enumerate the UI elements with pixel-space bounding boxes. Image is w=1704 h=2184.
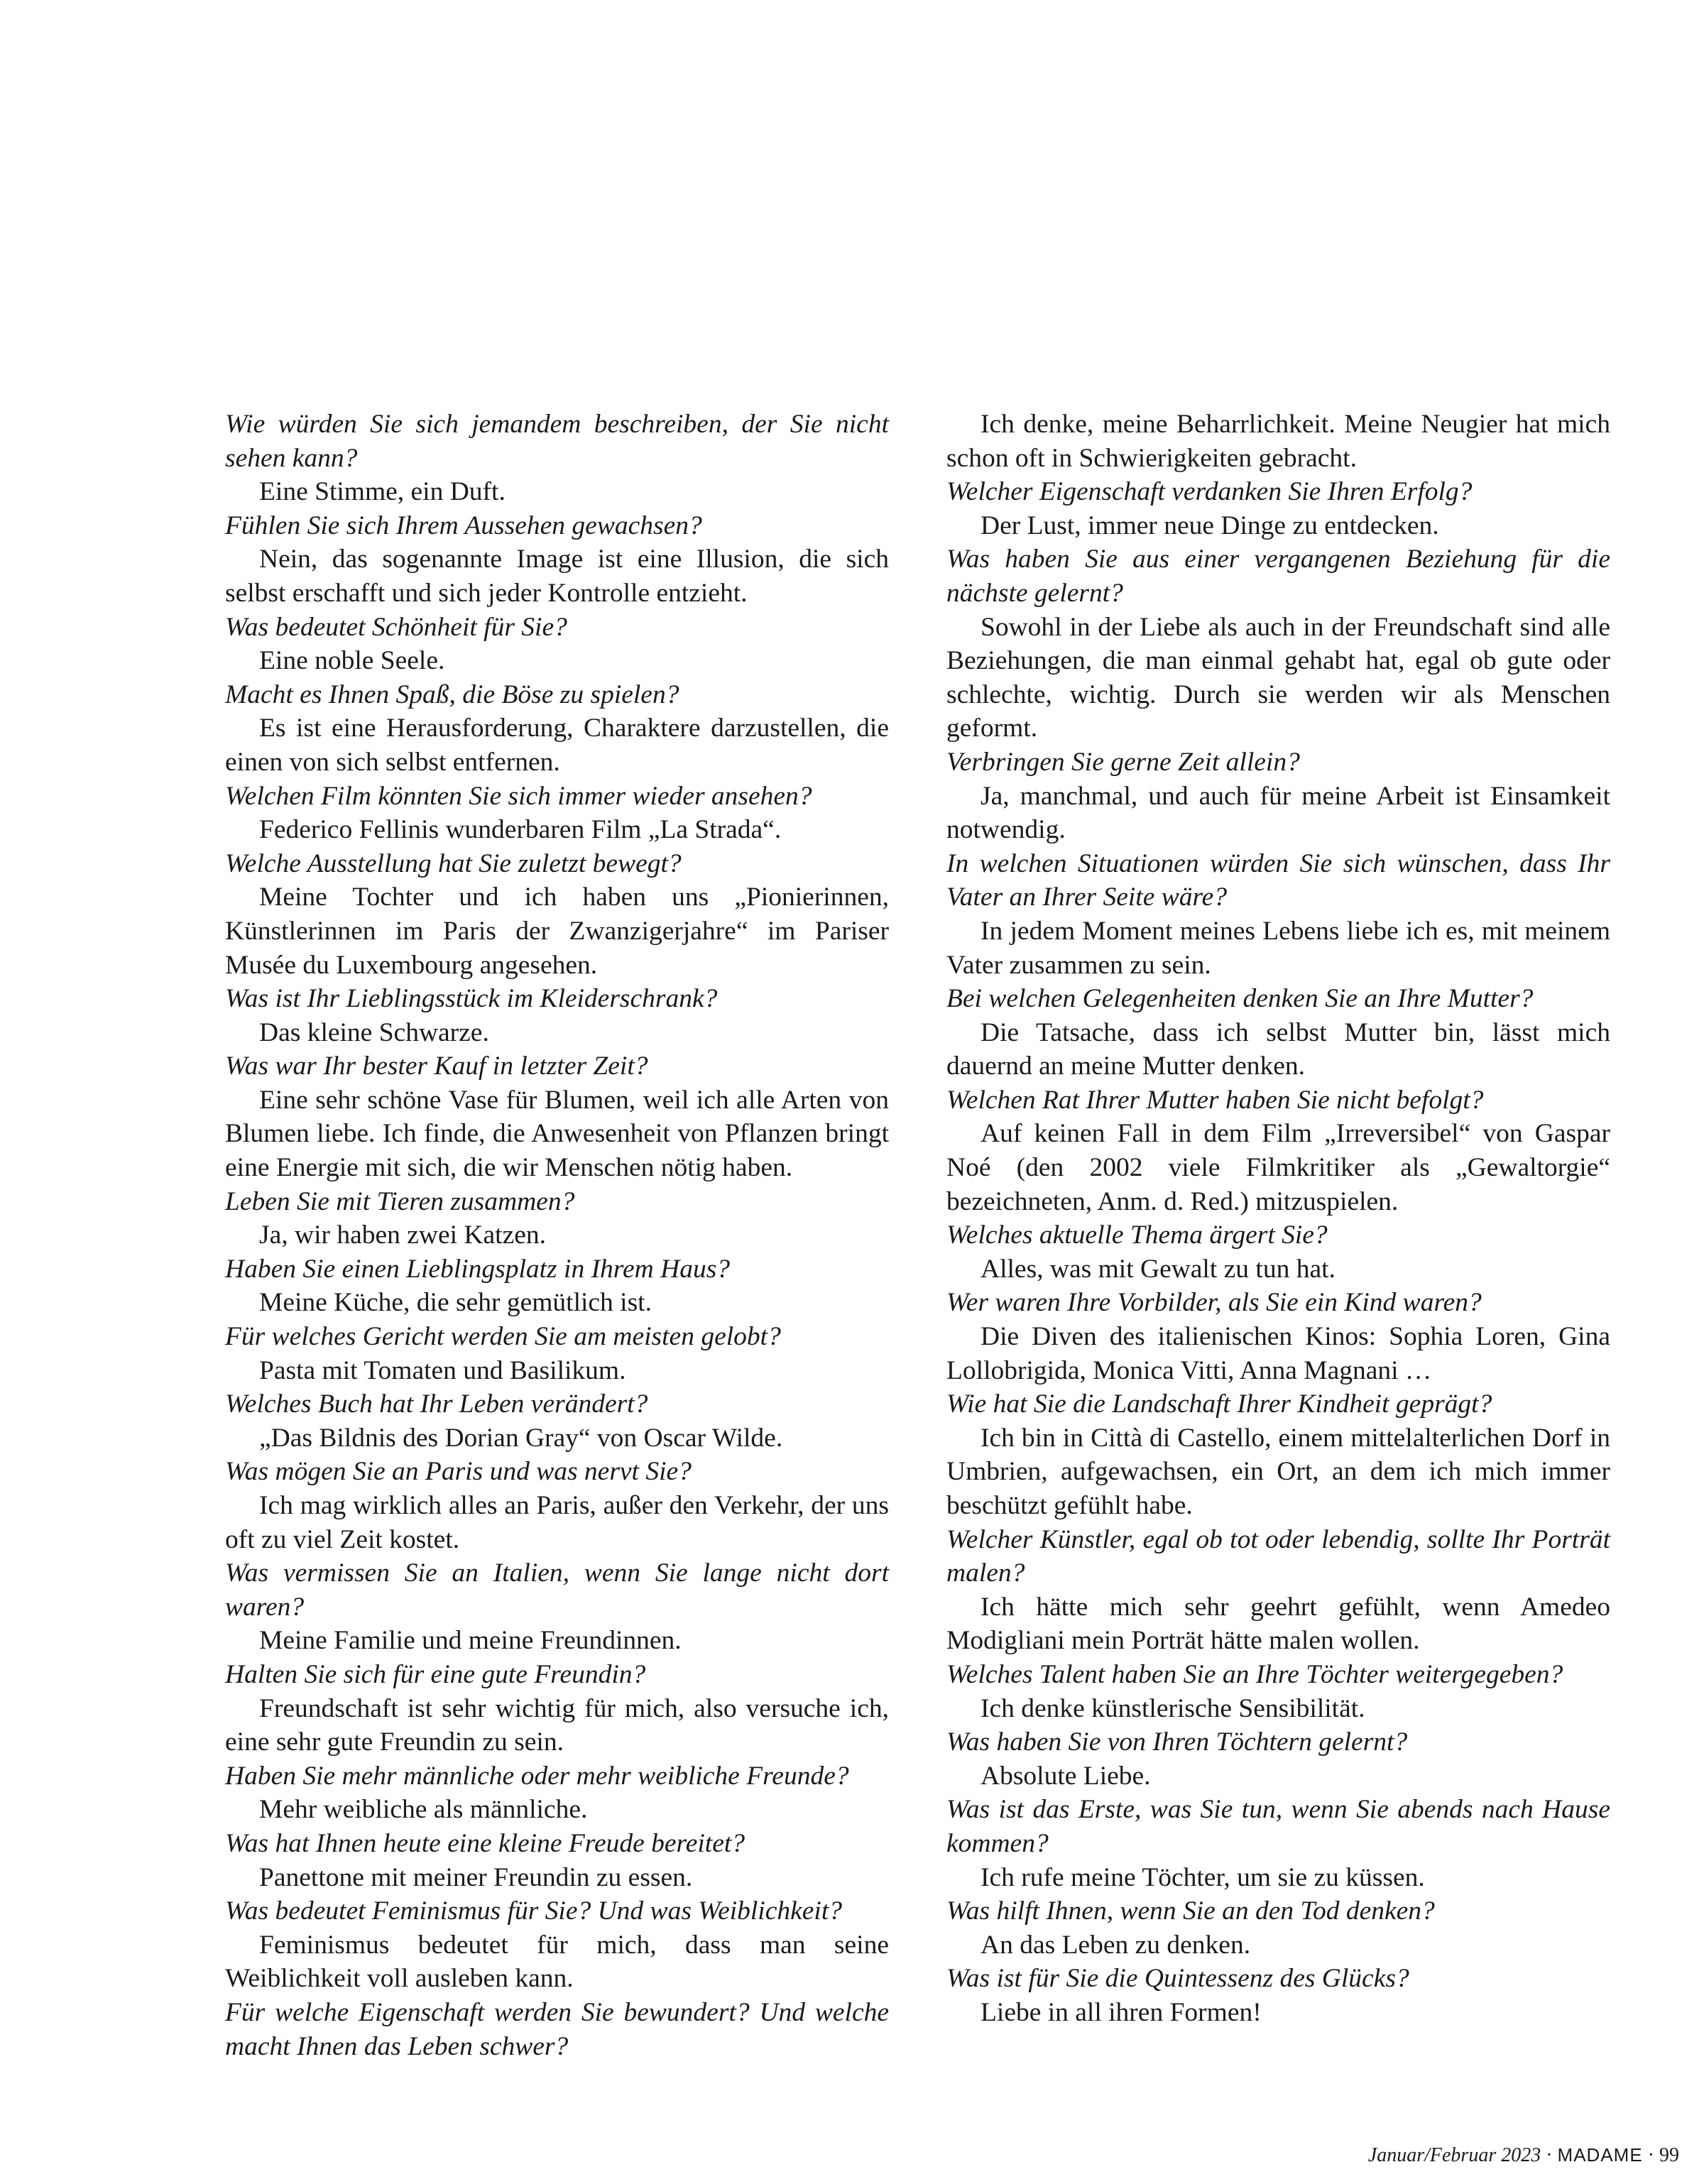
interview-question: Haben Sie mehr männliche oder mehr weibliche Freunde? [225, 1761, 849, 1791]
footer-separator: · [1541, 2144, 1558, 2166]
interview-question: Welchen Rat Ihrer Mutter haben Sie nicht befolgt? [946, 1085, 1484, 1115]
interview-answer: Ich bin in Città di Castello, einem mittelalterlichen Dorf in Umbrien, aufgewachsen, ein Ort, an dem ich mich immer beschützt gefühlt habe. [946, 1423, 1610, 1520]
interview-answer: Die Tatsache, dass ich selbst Mutter bin, lässt mich dauernd an meine Mutter denken. [946, 1017, 1610, 1081]
interview-answer: Freundschaft ist sehr wichtig für mich, also versuche ich, eine sehr gute Freundin zu sein. [225, 1693, 889, 1757]
interview-answer: In jedem Moment meines Lebens liebe ich es, mit meinem Vater zusammen zu sein. [946, 916, 1610, 980]
left-column [225, 408, 889, 2063]
interview-question: Was war Ihr bester Kauf in letzter Zeit? [225, 1052, 648, 1081]
interview-answer: Feminismus bedeutet für mich, dass man seine Weiblichkeit voll ausleben kann. [225, 1930, 889, 1994]
interview-question: Wie würden Sie sich jemandem beschreiben, der Sie nicht sehen kann? [225, 410, 889, 473]
interview-question: Bei welchen Gelegenheiten denken Sie an Ihre Mutter? [946, 984, 1534, 1014]
interview-question: Was haben Sie von Ihren Töchtern gelernt? [946, 1727, 1408, 1757]
interview-answer: Ich mag wirklich alles an Paris, außer den Verkehr, der uns oft zu viel Zeit kostet. [225, 1491, 889, 1554]
interview-answer: Eine noble Seele. [259, 646, 445, 676]
interview-question: Leben Sie mit Tieren zusammen? [225, 1186, 575, 1216]
interview-answer: Meine Familie und meine Freundinnen. [259, 1626, 682, 1656]
page-footer [1368, 2143, 1679, 2168]
interview-answer: Eine sehr schöne Vase für Blumen, weil ich alle Arten von Blumen liebe. Ich finde, die Anwesenheit von Pflanzen bringt eine Energie mit sich, die wir Menschen nötig haben. [225, 1085, 889, 1183]
interview-question: Wer waren Ihre Vorbilder, als Sie ein Kind waren? [946, 1288, 1482, 1318]
interview-question: Was bedeutet Schönheit für Sie? [225, 612, 567, 642]
interview-question: Wie hat Sie die Landschaft Ihrer Kindheit geprägt? [946, 1389, 1492, 1419]
interview-answer: Der Lust, immer neue Dinge zu entdecken. [981, 510, 1439, 540]
interview-question: Macht es Ihnen Spaß, die Böse zu spielen? [225, 679, 679, 709]
interview-question: Haben Sie einen Lieblingsplatz in Ihrem Haus? [225, 1254, 731, 1284]
interview-question: Welches aktuelle Thema ärgert Sie? [946, 1221, 1328, 1250]
interview-question: Was mögen Sie an Paris und was nervt Sie? [225, 1457, 692, 1487]
interview-answer: Sowohl in der Liebe als auch in der Freundschaft sind alle Beziehungen, die man einmal gehabt hat, egal ob gute oder schlechte, wichtig. Durch sie werden wir als Menschen geformt. [946, 612, 1610, 743]
interview-answer: Panettone mit meiner Freundin zu essen. [259, 1862, 693, 1892]
interview-answer: Ich hätte mich sehr geehrt gefühlt, wenn Amedeo Modigliani mein Porträt hätte malen wollen. [946, 1592, 1610, 1656]
footer-issue: Januar/Februar 2023 [1367, 2144, 1541, 2166]
interview-answer: Absolute Liebe. [981, 1761, 1151, 1791]
interview-answer: Ja, wir haben zwei Katzen. [259, 1221, 546, 1250]
interview-answer: An das Leben zu denken. [981, 1930, 1251, 1960]
interview-answer: Das kleine Schwarze. [259, 1017, 489, 1047]
interview-question: Welches Talent haben Sie an Ihre Töchter weitergegeben? [946, 1659, 1563, 1689]
interview-answer: Alles, was mit Gewalt zu tun hat. [981, 1254, 1336, 1284]
interview-question: Verbringen Sie gerne Zeit allein? [946, 747, 1300, 777]
interview-question: In welchen Situationen würden Sie sich wünschen, dass Ihr Vater an Ihrer Seite wäre? [946, 848, 1610, 912]
interview-question: Halten Sie sich für eine gute Freundin? [225, 1659, 646, 1689]
interview-question: Was ist das Erste, was Sie tun, wenn Sie abends nach Hause kommen? [946, 1795, 1610, 1858]
interview-question: Fühlen Sie sich Ihrem Aussehen gewachsen? [225, 510, 702, 540]
interview-answer: Liebe in all ihren Formen! [981, 1997, 1262, 2027]
interview-question: Für welche Eigenschaft werden Sie bewundert? Und welche macht Ihnen das Leben schwer? [225, 1997, 889, 2061]
interview-question: Was ist für Sie die Quintessenz des Glücks? [946, 1964, 1409, 1994]
interview-question: Welcher Künstler, egal ob tot oder lebendig, sollte Ihr Porträt malen? [946, 1524, 1610, 1588]
interview-answer: Eine Stimme, ein Duft. [259, 477, 506, 507]
interview-answer: Es ist eine Herausforderung, Charaktere darzustellen, die einen von sich selbst entfernen. [225, 714, 889, 777]
interview-question: Welchen Film könnten Sie sich immer wieder ansehen? [225, 781, 812, 811]
interview-question: Welche Ausstellung hat Sie zuletzt bewegt? [225, 848, 682, 878]
interview-answer: Nein, das sogenannte Image ist eine Illusion, die sich selbst erschafft und sich jeder Kontrolle entzieht. [225, 545, 889, 608]
interview-question: Was bedeutet Feminismus für Sie? Und was Weiblichkeit? [225, 1896, 843, 1926]
interview-question: Für welches Gericht werden Sie am meisten gelobt? [225, 1322, 781, 1352]
interview-answer: Die Diven des italienischen Kinos: Sophia Loren, Gina Lollobrigida, Monica Vitti, Anna Magnani … [946, 1322, 1610, 1385]
footer-separator: · [1642, 2144, 1659, 2166]
interview-answer: Pasta mit Tomaten und Basilikum. [259, 1355, 626, 1385]
interview-answer: „Das Bildnis des Dorian Gray“ von Oscar Wilde. [259, 1423, 783, 1453]
interview-question: Welcher Eigenschaft verdanken Sie Ihren Erfolg? [946, 477, 1473, 507]
interview-answer: Auf keinen Fall in dem Film „Irreversibel“ von Gaspar Noé (den 2002 viele Filmkritiker als „Gewaltorgie“ bezeichneten, Anm. d. Red.) mitzuspielen. [946, 1119, 1610, 1216]
right-column [946, 408, 1610, 2030]
page-number: 99 [1659, 2144, 1679, 2166]
interview-answer: Federico Fellinis wunderbaren Film „La Strada“. [259, 815, 782, 845]
interview-question: Was vermissen Sie an Italien, wenn Sie lange nicht dort waren? [225, 1558, 889, 1622]
interview-answer: Mehr weibliche als männliche. [259, 1795, 588, 1825]
interview-answer: Ja, manchmal, und auch für meine Arbeit ist Einsamkeit notwendig. [946, 781, 1610, 845]
interview-question: Welches Buch hat Ihr Leben verändert? [225, 1389, 648, 1419]
footer-magazine: MADAME [1557, 2144, 1643, 2166]
interview-answer: Meine Tochter und ich haben uns „Pionierinnen, Künstlerinnen im Paris der Zwanzigerjahre“ im Pariser Musée du Luxembourg angesehen. [225, 883, 889, 980]
interview-question: Was haben Sie aus einer vergangenen Beziehung für die nächste gelernt? [946, 545, 1610, 608]
interview-question: Was ist Ihr Lieblingsstück im Kleiderschrank? [225, 984, 718, 1014]
interview-answer: Ich rufe meine Töchter, um sie zu küssen. [981, 1862, 1425, 1892]
interview-answer: Ich denke künstlerische Sensibilität. [981, 1693, 1365, 1723]
interview-answer: Meine Küche, die sehr gemütlich ist. [259, 1288, 652, 1318]
interview-question: Was hilft Ihnen, wenn Sie an den Tod denken? [946, 1896, 1435, 1926]
interview-answer: Ich denke, meine Beharrlichkeit. Meine Neugier hat mich schon oft in Schwierigkeiten gebracht. [946, 410, 1610, 473]
interview-question: Was hat Ihnen heute eine kleine Freude bereitet? [225, 1828, 746, 1858]
